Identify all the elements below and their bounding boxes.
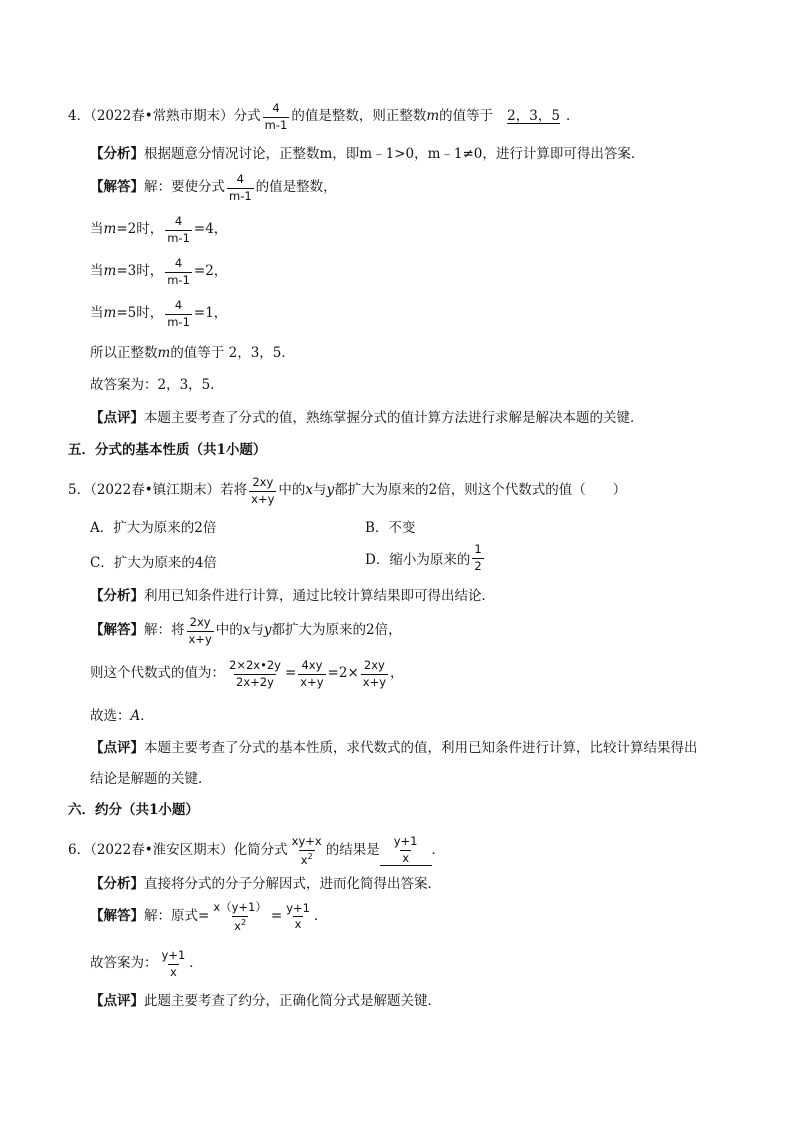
q4-question: 4．（2022春•常熟市期末）分式 $\frac{4}{m-1}$ 的值是整数，则正整数 m 的值等于 2，3，5 ． [68,101,580,132]
q4-fraction: $\frac{4}{m-1}$ [264,101,288,132]
q6-answer-blank: $\frac{y+1}{x}$ [380,836,432,866]
section-5-title: 五．分式的基本性质（共1小题） [68,442,267,458]
q5-option-b: B．不变 [365,520,416,536]
q6-question: 6．（2022春•淮安区期末）化简分式 $\frac{xy+x}{x^2}$ 的结果是 $\frac{y+1}{x}$ ． [68,834,445,867]
q6-final-answer: 故答案为： $\frac{y+1}{x}$ ． [90,948,203,979]
q4-mid: 的值是整数，则正整数 [291,108,427,125]
q4-case-2: 当 m =3时， $\frac{4}{m-1}$ =2， [90,256,228,287]
q4-final-answer: 故答案为：2，3，5． [90,377,224,393]
q4-case-3: 当 m =5时， $\frac{4}{m-1}$ =1， [90,298,228,329]
q4-conclusion: 所以正整数 m 的值等于 2，3，5． [90,345,295,361]
q5-solution-2: 则这个代数式的值为： $\frac{2\times 2x•2y}{2x+2y}$ = $\frac{4xy}{x+y}$ =2× $\frac{2xy}{x+y}$ ， [90,658,404,689]
q4-prefix: 4．（2022春•常熟市期末）分式 [68,108,261,125]
q5-option-d: D．缩小为原来的 $\frac{1}{2}$ [365,542,482,573]
q4-solution-fraction: $\frac{4}{m-1}$ [229,172,252,203]
q5-analysis: 【分析】 利用已知条件进行计算，通过比较计算结果即可得出结论． [90,588,495,604]
q5-solution-1: 【解答】 解：将 $\frac{2xy}{x+y}$ 中的 x 与 y 都扩大为原来的2倍， [90,615,402,646]
q4-solution-intro: 【解答】 解：要使分式 $\frac{4}{m-1}$ 的值是整数， [90,172,337,203]
q5-option-a: A．扩大为原来的2倍 [90,520,217,536]
q4-case-1: 当 m =2时， $\frac{4}{m-1}$ =4， [90,214,228,245]
q5-question: 5．（2022春•镇江期末）若将 $\frac{2xy}{x+y}$ 中的 x 与 y 都扩大为原来的2倍，则这个代数式的值（ ） [68,475,627,506]
q6-analysis: 【分析】 直接将分式的分子分解因式，进而化简得出答案． [90,876,441,892]
q5-comment-line-1: 【点评】 本题主要考查了分式的基本性质，求代数式的值，利用已知条件进行计算，比较计算结果得出 [90,740,698,756]
q4-analysis: 【分析】 根据题意分情况讨论，正整数m，即m﹣1>0，m﹣1≠0，进行计算即可得出答案． [90,146,645,162]
q6-solution: 【解答】 解：原式= $\frac{x(y+1)}{x^2}$ = $\frac{y+1}{x}$ ． [90,900,328,933]
q4-answer-blank: 2，3，5 [507,108,560,125]
q4-comment: 【点评】 本题主要考查了分式的值，熟练掌握分式的值计算方法进行求解是解决本题的关键． [90,410,644,426]
section-6-title: 六．约分（共1小题） [68,802,199,818]
q5-option-c: C．扩大为原来的4倍 [90,555,217,571]
q5-fraction: $\frac{2xy}{x+y}$ [251,475,275,506]
q6-fraction: $\frac{xy+x}{x^2}$ [291,834,322,867]
q5-choice: 故选： A ． [90,708,154,724]
q5-comment-line-2: 结论是解题的关键． [90,771,212,787]
q6-comment: 【点评】 此题主要考查了约分，正确化简分式是解题关键． [90,993,441,1009]
